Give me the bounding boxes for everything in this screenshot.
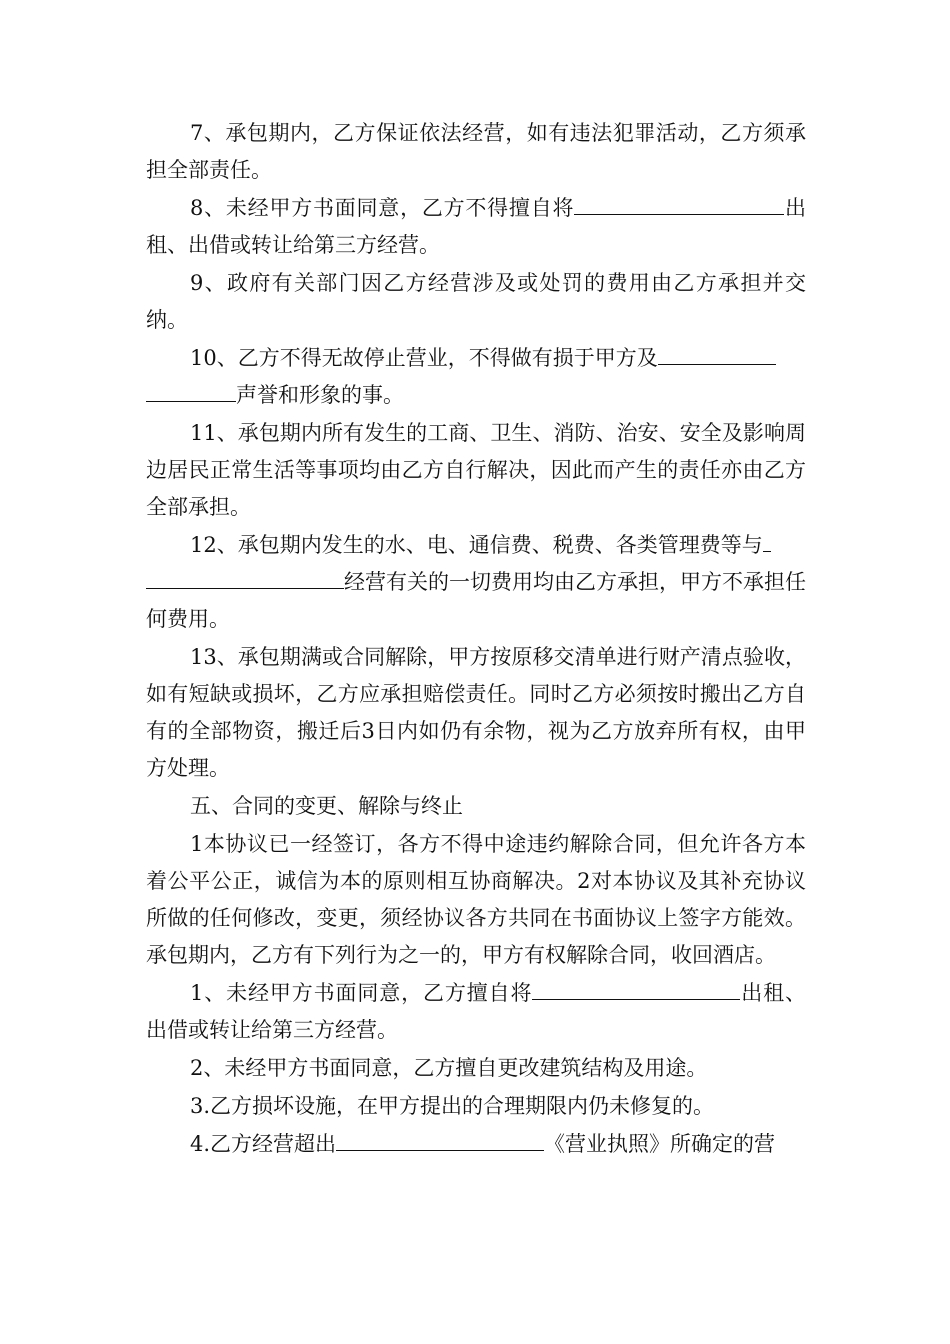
termination-item-4-text-b: 《营业执照》所确定的营 <box>544 1132 776 1156</box>
clause-8-text-a: 8、未经甲方书面同意，乙方不得擅自将 <box>190 196 575 220</box>
clause-13-text: 13、承包期满或合同解除，甲方按原移交清单进行财产清点验收，如有短缺或损坏，乙方应承担赔偿责任。同时乙方必须按时搬出乙方自有的全部物资，搬迁后3日内如仍有余物，视为乙方放弃所有权，由甲方处理。 <box>146 645 806 780</box>
clause-11 <box>146 415 806 526</box>
clause-10-text-a: 10、乙方不得无故停止营业，不得做有损于甲方及 <box>190 346 658 370</box>
clause-9-text: 9、政府有关部门因乙方经营涉及或处罚的费用由乙方承担并交纳。 <box>146 271 806 332</box>
termination-item-1-text-b: 出租、出借或转让给第三方经营。 <box>146 981 806 1042</box>
termination-item-2-text: 2、未经甲方书面同意，乙方擅自更改建筑结构及用途。 <box>190 1056 708 1080</box>
clause-12-text-a: 12、承包期内发生的水、电、通信费、税费、各类管理费等与 <box>190 533 763 557</box>
clause-12-text-b: 经营有关的一切费用均由乙方承担，甲方不承担任何费用。 <box>146 570 806 631</box>
clause-13 <box>146 639 806 787</box>
termination-item-4-text-a: 4.乙方经营超出 <box>190 1132 337 1156</box>
clause-7 <box>146 115 806 189</box>
fill-blank <box>658 342 776 365</box>
clause-8 <box>146 190 806 264</box>
termination-item-1-text-a: 1、未经甲方书面同意，乙方擅自将 <box>190 981 533 1005</box>
fill-blank <box>146 379 236 402</box>
clause-12 <box>146 527 806 638</box>
fill-blank <box>763 529 771 552</box>
document-page <box>146 115 806 1164</box>
section-5-heading <box>146 788 806 825</box>
section-5-clause-1 <box>146 826 806 974</box>
clause-7-text: 7、承包期内，乙方保证依法经营，如有违法犯罪活动，乙方须承担全部责任。 <box>146 121 806 182</box>
clause-9 <box>146 265 806 339</box>
clause-11-text: 11、承包期内所有发生的工商、卫生、消防、治安、安全及影响周边居民正常生活等事项均由乙方自行解决，因此而产生的责任亦由乙方全部承担。 <box>146 421 806 519</box>
section-5-heading-text: 五、合同的变更、解除与终止 <box>190 794 463 818</box>
termination-item-2 <box>146 1050 806 1087</box>
clause-10-text-b: 声誉和形象的事。 <box>236 383 404 407</box>
clause-8-text-b: 出租、出借或转让给第三方经营。 <box>146 196 807 257</box>
termination-item-3 <box>146 1088 806 1125</box>
section-5-clause-1-text: 1本协议已一经签订，各方不得中途违约解除合同，但允许各方本着公平公正，诚信为本的原则相互协商解决。2对本协议及其补充协议所做的任何修改，变更，须经协议各方共同在书面协议上签字方能效。承包期内，乙方有下列行为之一的，甲方有权解除合同，收回酒店。 <box>146 832 806 967</box>
clause-10 <box>146 340 806 414</box>
fill-blank <box>146 566 344 589</box>
termination-item-4 <box>146 1126 806 1163</box>
termination-item-1 <box>146 975 806 1049</box>
fill-blank <box>574 192 784 215</box>
fill-blank <box>336 1128 544 1151</box>
termination-item-3-text: 3.乙方损坏设施，在甲方提出的合理期限内仍未修复的。 <box>190 1094 715 1118</box>
fill-blank <box>532 977 740 1000</box>
